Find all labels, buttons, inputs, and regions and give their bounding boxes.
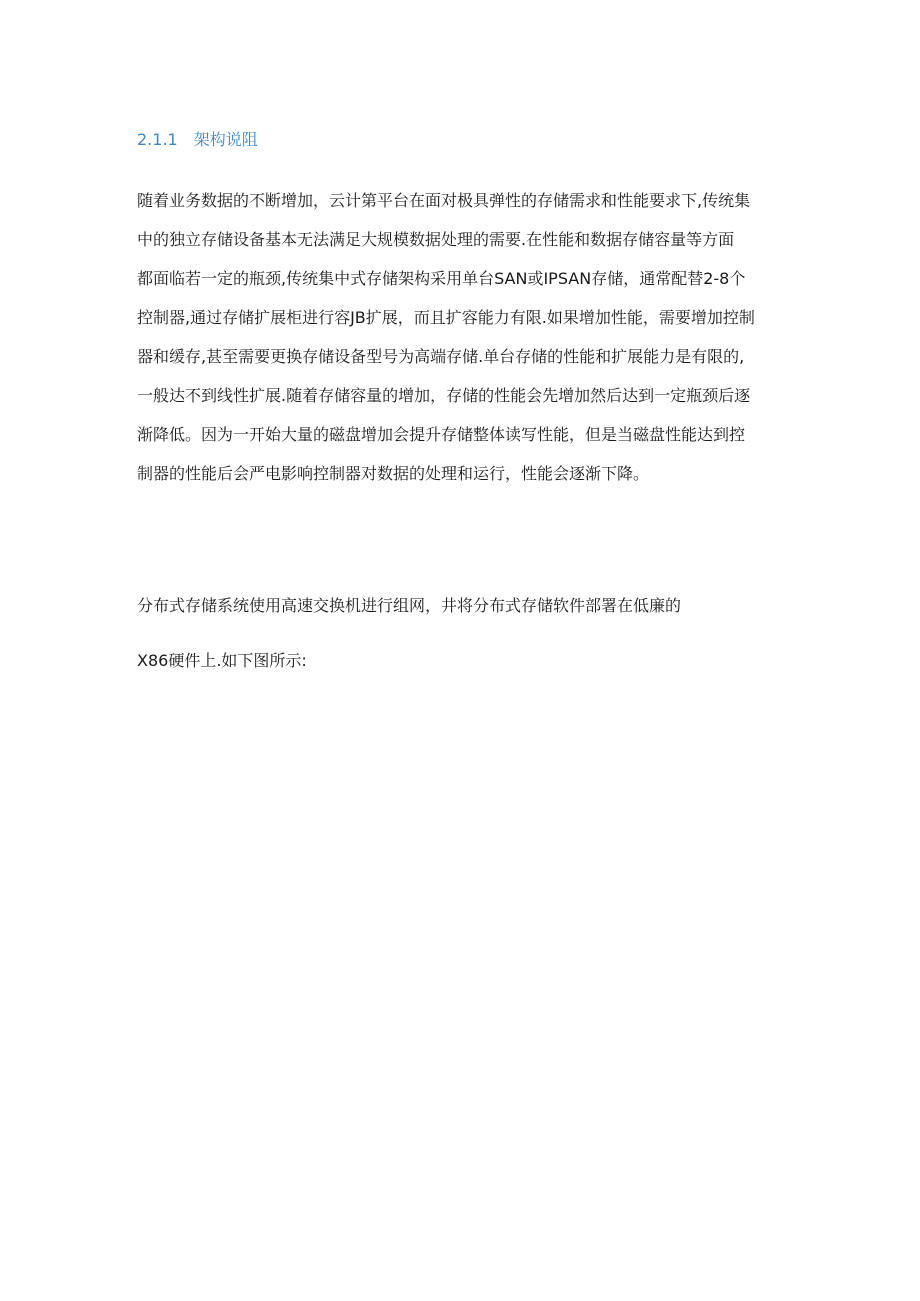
paragraph-line: 中的独立存储设备基本无法满足大规模数据处理的需要.在性能和数据存储容量等方面 bbox=[137, 230, 735, 249]
section-title: 架构说阻 bbox=[193, 130, 258, 149]
paragraph-line: 一般达不到线性扩展.随着存储容量的增加，存储的性能会先增加然后达到一定瓶颈后逐 bbox=[137, 386, 751, 405]
body-paragraph-2 bbox=[137, 594, 787, 704]
paragraph-line: 制器的性能后会严电影响控制器对数据的处理和运行，性能会逐渐下降。 bbox=[137, 464, 650, 483]
paragraph-line: 渐降低。因为一开始大量的磁盘增加会提升存储整体读写性能，但是当磁盘性能达到控 bbox=[137, 425, 746, 444]
paragraph-line: 分布式存储系统使用高速交换机进行组网，井将分布式存储软件部署在低廉的 bbox=[137, 596, 682, 615]
paragraph-line: 随着业务数据的不断增加，云计第平台在面对极具弹性的存储需求和性能要求下,传统集 bbox=[137, 191, 751, 210]
paragraph-line: 都面临若一定的瓶颈,传统集中式存储架构采用单台SAN或IPSAN存储，通常配替2-8个 bbox=[137, 269, 746, 288]
body-paragraph-1 bbox=[137, 189, 787, 501]
section-number: 2.1.1 bbox=[137, 130, 178, 149]
paragraph-line: 器和缓存,甚至需要更换存储设备型号为高端存储.单台存储的性能和扩展能力是有限的, bbox=[137, 347, 745, 366]
section-heading bbox=[137, 128, 258, 152]
paragraph-line: 控制器,通过存储扩展柜进行容JB扩展，而且扩容能力有限.如果增加性能，需要增加控制 bbox=[137, 308, 755, 327]
paragraph-line: X86硬件上.如下图所示: bbox=[137, 651, 307, 670]
